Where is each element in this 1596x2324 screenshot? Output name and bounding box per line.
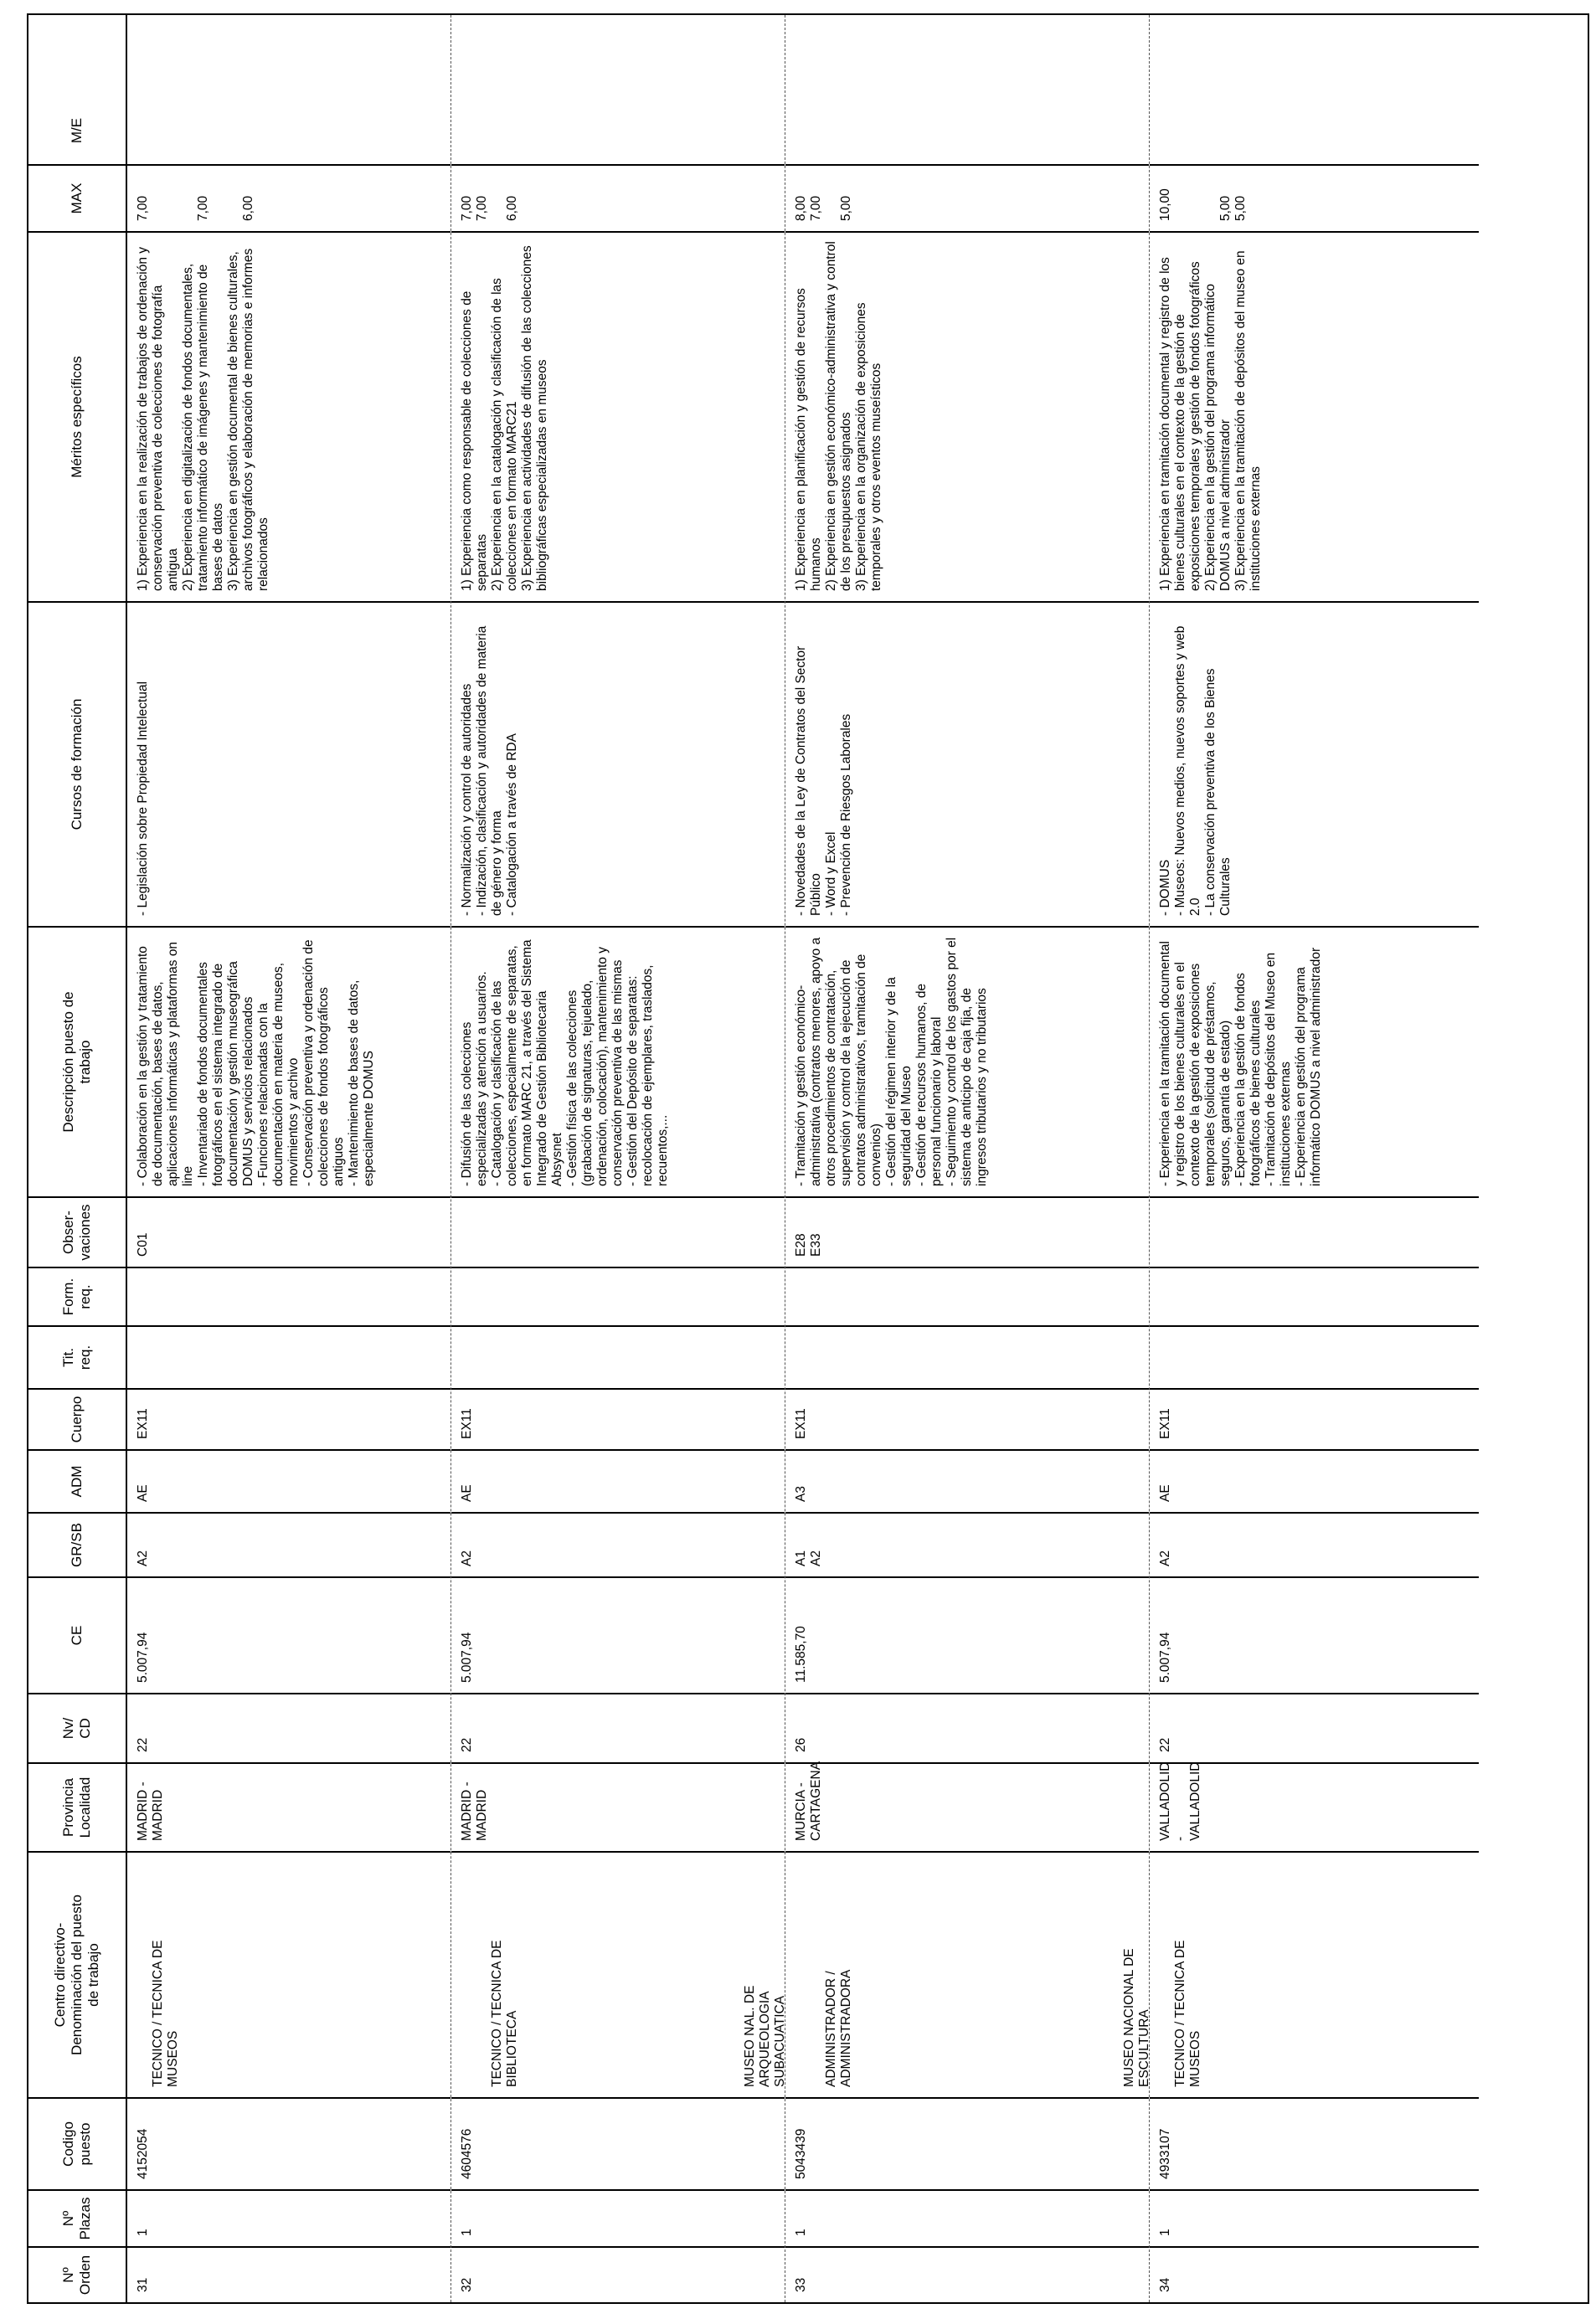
centro-cell <box>451 1851 785 2097</box>
adm-cell: AE <box>451 1449 785 1512</box>
orden-cell: 33 <box>785 2246 1149 2302</box>
codigo-cell: 4152054 <box>127 2097 450 2189</box>
header-grupo: GR/SB <box>28 1512 126 1576</box>
centro-cell <box>127 1851 450 2097</box>
provincia-cell: MADRID - MADRID <box>127 1762 450 1851</box>
header-max: MAX <box>28 164 126 231</box>
ce-cell: 11.585,70 <box>785 1576 1149 1693</box>
meritos-cell: 1) Experiencia en tramitación documental y registro de los bienes culturales en el contexto de la gestión de exposiciones temporales y gestión de fondos fotográficos 2) Experiencia en la gestión del programa informático DOMUS a nivel administrador 3) Experiencia en la tramitación de depósitos del museo en instituciones externas <box>1150 231 1479 601</box>
vacancy-table <box>27 13 1589 2304</box>
cursos-cell: - DOMUS - Museos: Nuevos medios, nuevos soportes y web 2.0 - La conservación preventiva de los Bienes Culturales <box>1150 601 1479 926</box>
header-provincia: Provincia Localidad <box>28 1762 126 1851</box>
nivel-cell: 22 <box>1150 1693 1479 1762</box>
formacion-cell <box>451 1267 785 1325</box>
nivel-cell: 22 <box>127 1693 450 1762</box>
cuerpo-cell: EX11 <box>451 1388 785 1449</box>
codigo-cell: 4604576 <box>451 2097 785 2189</box>
meritos-cell: 1) Experiencia en planificación y gestión de recursos humanos 2) Experiencia en gestión económico-administrativa y control de los presupuestos asignados 3) Experiencia en la organización de exposiciones temporales y otros eventos museísticos <box>785 231 1149 601</box>
plazas-cell: 1 <box>127 2189 450 2246</box>
header-orden: Nº Orden <box>28 2246 126 2302</box>
centro-unidad: MUSEO NACIONAL DE ESCULTURA <box>1122 1948 1151 2087</box>
orden-cell: 34 <box>1150 2246 1479 2302</box>
header-cursos: Cursos de formación <box>28 601 126 926</box>
centro-unidad: MUSEO NAL. DE ARQUEOLOGIA SUBACUATICA <box>743 1985 787 2087</box>
provincia-cell: MADRID - MADRID <box>451 1762 785 1851</box>
cuerpo-cell: EX11 <box>127 1388 450 1449</box>
plazas-cell: 1 <box>1150 2189 1479 2246</box>
header-adm: ADM <box>28 1449 126 1512</box>
header-me: M/E <box>69 117 85 144</box>
meritos-cell: 1) Experiencia como responsable de colecciones de separatas 2) Experiencia en la catalogación y clasificación de las colecciones en formato MARC21 3) Experiencia en actividades de difusión de las colecciones bibliográficas especializadas en museos <box>451 231 785 601</box>
puesto-denominacion: ADMINISTRADOR / ADMINISTRADORA <box>824 1969 853 2087</box>
cursos-cell: - Normalización y control de autoridades - Indización, clasificación y autoridades de materia de género y forma - Catalogación a través de RDA <box>451 601 785 926</box>
provincia-cell: MURCIA - CARTAGENA <box>785 1762 1149 1851</box>
cuerpo-cell: EX11 <box>785 1388 1149 1449</box>
max-cell: 10,00 5,00 5,00 <box>1150 164 1479 231</box>
max-cell: 7,00 7,00 6,00 <box>451 164 785 231</box>
adm-cell: A3 <box>785 1449 1149 1512</box>
titulacion-cell <box>451 1325 785 1388</box>
descripcion-cell: - Experiencia en la tramitación documental y registro de los bienes culturales en el contexto de la gestión de exposiciones temporales (solicitud de préstamos, seguros, garantía de estado) - Experiencia en la gestión de fondos fotográficos de bienes culturales - Tramitación de depósitos del Museo en instituciones externas - Experiencia en gestión del programa informático DOMUS a nivel administrador <box>1150 926 1479 1196</box>
adm-cell: AE <box>1150 1449 1479 1512</box>
centro-wrap <box>475 1861 796 2087</box>
header-meritos: Méritos específicos <box>28 231 126 601</box>
formacion-cell <box>1150 1267 1479 1325</box>
me-cell <box>1150 97 1479 164</box>
grupo-cell: A2 <box>451 1512 785 1576</box>
centro-cell <box>1150 1851 1479 2097</box>
header-formacion: Form. req. <box>28 1267 126 1325</box>
header-plazas: Nº Plazas <box>28 2189 126 2246</box>
ce-cell: 5.007,94 <box>127 1576 450 1693</box>
table-row <box>1150 15 1479 2302</box>
titulacion-cell <box>1150 1325 1479 1388</box>
formacion-cell <box>785 1267 1149 1325</box>
header-codigo: Codigo puesto <box>28 2097 126 2189</box>
cursos-cell: - Novedades de la Ley de Contratos del Sector Público - Word y Excel - Prevención de Riesgos Laborales <box>785 601 1149 926</box>
observaciones-cell: E28 E33 <box>785 1196 1149 1267</box>
table-header <box>28 15 127 2302</box>
header-observaciones: Obser- vaciones <box>28 1196 126 1267</box>
nivel-cell: 22 <box>451 1693 785 1762</box>
header-centro: Centro directivo- Denominación del puesto de trabajo <box>28 1851 126 2097</box>
plazas-cell: 1 <box>785 2189 1149 2246</box>
max-cell: 8,00 7,00 5,00 <box>785 164 1149 231</box>
codigo-cell: 5043439 <box>785 2097 1149 2189</box>
grupo-cell: A2 <box>127 1512 450 1576</box>
formacion-cell <box>127 1267 450 1325</box>
meritos-cell: 1) Experiencia en la realización de trabajos de ordenación y conservación preventiva de colecciones de fotografía antigua 2) Experiencia en digitalización de fondos documentales, tratamiento informático de imágenes y mantenimiento de bases de datos 3) Experiencia en gestión documental de bienes culturales, archivos fotográficos y elaboración de memorias e informes relacionados <box>127 231 450 601</box>
orden-cell: 31 <box>127 2246 450 2302</box>
ce-cell: 5.007,94 <box>451 1576 785 1693</box>
descripcion-cell: - Tramitación y gestión económico-administrativa (contratos menores, apoyo a otros procedimientos de contratación, supervisión y control de la ejecución de contratos administrativos, tramitación de convenios) - Gestión del régimen interior y de la seguridad del Museo - Gestión de recursos humanos, de personal funcionario y laboral - Seguimiento y control de los gastos por el sistema de anticipo de caja fija, de ingresos tributarios y no tributarios <box>785 926 1149 1196</box>
adm-cell: AE <box>127 1449 450 1512</box>
orden-cell: 32 <box>451 2246 785 2302</box>
table-row <box>127 15 451 2302</box>
observaciones-cell: C01 <box>127 1196 450 1267</box>
max-cell: 7,00 7,00 6,00 <box>127 164 450 231</box>
table-row <box>785 15 1150 2302</box>
header-ce: CE <box>28 1576 126 1693</box>
header-nivel: Nv/ CD <box>28 1693 126 1762</box>
cursos-cell: - Legislación sobre Propiedad Intelectual <box>127 601 450 926</box>
me-cell <box>785 97 1149 164</box>
ce-cell: 5.007,94 <box>1150 1576 1479 1693</box>
puesto-denominacion: TECNICO / TECNICA DE BIBLIOTECA <box>490 1940 519 2087</box>
table-row <box>451 15 785 2302</box>
titulacion-cell <box>785 1325 1149 1388</box>
observaciones-cell <box>1150 1196 1479 1267</box>
header-cuerpo: Cuerpo <box>28 1388 126 1449</box>
cuerpo-cell: EX11 <box>1150 1388 1479 1449</box>
observaciones-cell <box>451 1196 785 1267</box>
me-cell <box>451 97 785 164</box>
grupo-cell: A2 <box>1150 1512 1479 1576</box>
puesto-denominacion: TECNICO / TECNICA DE MUSEOS <box>151 1940 180 2087</box>
me-cell <box>127 97 450 164</box>
descripcion-cell: - Colaboración en la gestión y tratamiento de documentación, bases de datos, aplicaciones informáticas y plataformas on line - Inventariado de fondos documentales fotográficos en el sistema integrado de documentación y gestión museográfica DOMUS y servicios relacionados - Funciones relacionadas con la documentación en materia de museos, movimientos y archivo - Conservación preventiva y ordenación de colecciones de fondos fotográficos antiguos - Mantenimiento de bases de datos, especialmente DOMUS <box>127 926 450 1196</box>
grupo-cell: A1 A2 <box>785 1512 1149 1576</box>
provincia-cell: VALLADOLID - VALLADOLID <box>1150 1762 1479 1851</box>
header-descripcion: Descripción puesto de trabajo <box>28 926 126 1196</box>
codigo-cell: 4933107 <box>1150 2097 1479 2189</box>
nivel-cell: 26 <box>785 1693 1149 1762</box>
plazas-cell: 1 <box>451 2189 785 2246</box>
header-titulacion: Tit. req. <box>28 1325 126 1388</box>
puesto-denominacion: TECNICO / TECNICA DE MUSEOS <box>1173 1940 1202 2087</box>
centro-cell <box>785 1851 1149 2097</box>
titulacion-cell <box>127 1325 450 1388</box>
descripcion-cell: - Difusión de las colecciones especializadas y atención a usuarios. - Catalogación y clasificación de las colecciones, especialmente de separatas, en formato MARC 21, a través del Sistema Integrado de Gestión Bibliotecaria Absysnet - Gestión física de las colecciones (grabación de signaturas, tejuelado, ordenación, colocación), mantenimiento y conservación preventiva de las mismas - Gestión del Depósito de separatas: recolocación de ejemplares, traslados, recuentos,... <box>451 926 785 1196</box>
centro-wrap <box>809 1861 1161 2087</box>
